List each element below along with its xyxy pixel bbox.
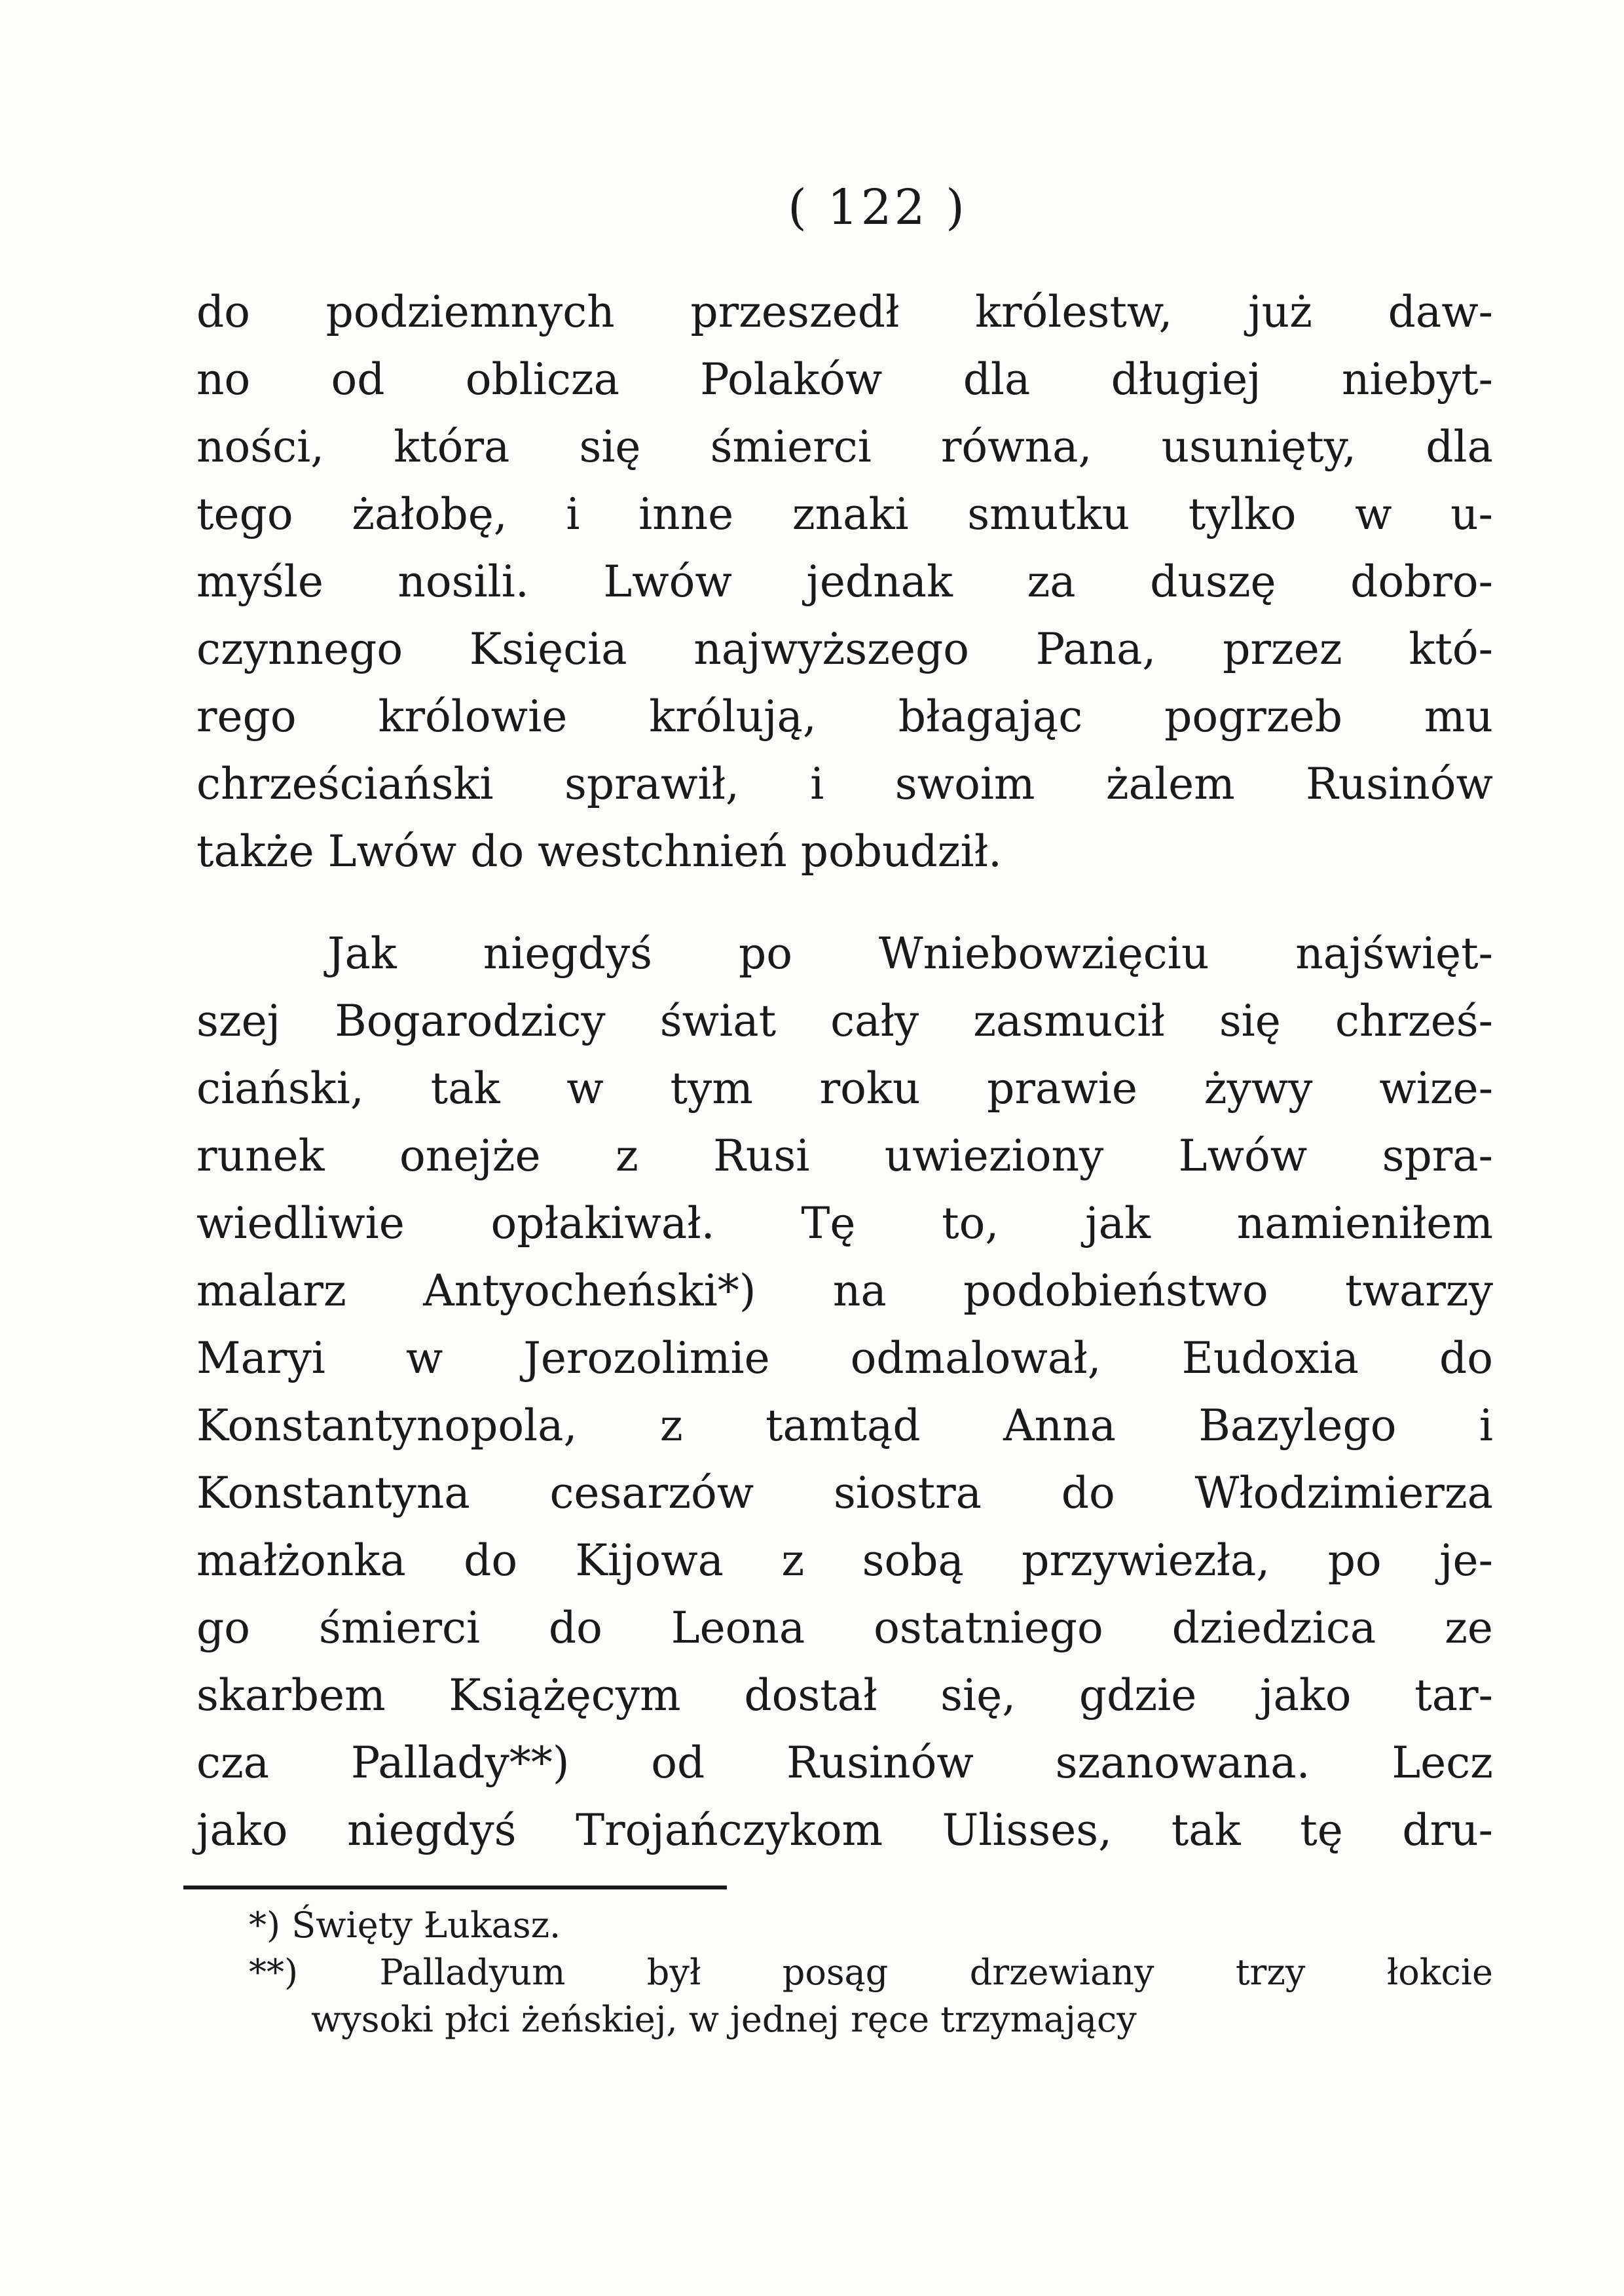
- text-line: Jak niegdyś po Wniebowzięciu najświęt-: [327, 928, 1493, 979]
- text-line: Konstantyna cesarzów siostra do Włodzimierza: [196, 1468, 1493, 1518]
- text-line: małżonka do Kijowa z sobą przywiezła, po je-: [196, 1535, 1493, 1586]
- text-line: rego królowie królują, błagając pogrzeb mu: [196, 691, 1493, 742]
- paragraph-2: [196, 920, 1493, 1864]
- text-line: do podziemnych przeszedł królestw, już daw-: [196, 287, 1493, 337]
- text-line: chrześciański sprawił, i swoim żalem Rusinów: [196, 759, 1493, 809]
- text-line: Konstantynopola, z tamtąd Anna Bazylego i: [196, 1400, 1493, 1451]
- text-line: skarbem Książęcym dostał się, gdzie jako tar-: [196, 1670, 1493, 1721]
- text-line: czynnego Księcia najwyższego Pana, przez któ-: [196, 624, 1493, 674]
- paragraph-1: [196, 278, 1493, 885]
- text-line: także Lwów do westchnień pobudził.: [196, 826, 1002, 877]
- text-line: malarz Antyocheński*) na podobieństwo twarzy: [196, 1266, 1493, 1316]
- page-number: ( 122 ): [787, 179, 968, 236]
- text-line: szej Bogarodzicy świat cały zasmucił się chrześ-: [196, 996, 1493, 1046]
- text-line: runek onejże z Rusi uwieziony Lwów spra-: [196, 1131, 1493, 1181]
- text-line: jako niegdyś Trojańczykom Ulisses, tak tę dru-: [196, 1805, 1493, 1855]
- text-line: myśle nosili. Lwów jednak za duszę dobro-: [196, 556, 1493, 607]
- footnote-2-continuation: wysoki płci żeńskiej, w jednej ręce trzymający: [311, 1999, 1137, 2040]
- footnotes: [249, 1902, 1493, 2043]
- footnote-1: *) Święty Łukasz.: [249, 1904, 561, 1946]
- text-line: tego żałobę, i inne znaki smutku tylko w u-: [196, 489, 1493, 539]
- footnote-divider: [183, 1886, 727, 1889]
- text-line: no od oblicza Polaków dla długiej niebyt-: [196, 354, 1493, 405]
- text-line: wiedliwie opłakiwał. Tę to, jak namieniłem: [196, 1198, 1493, 1248]
- text-line: Maryi w Jerozolimie odmalował, Eudoxia do: [196, 1333, 1493, 1383]
- text-line: ciański, tak w tym roku prawie żywy wize-: [196, 1063, 1493, 1114]
- footnote-2: **) Palladyum był posąg drzewiany trzy łokcie: [249, 1952, 1493, 1993]
- text-line: ności, która się śmierci równa, usunięty, dla: [196, 422, 1493, 472]
- text-line: go śmierci do Leona ostatniego dziedzica ze: [196, 1603, 1493, 1653]
- text-line: cza Pallady**) od Rusinów szanowana. Lecz: [196, 1738, 1493, 1788]
